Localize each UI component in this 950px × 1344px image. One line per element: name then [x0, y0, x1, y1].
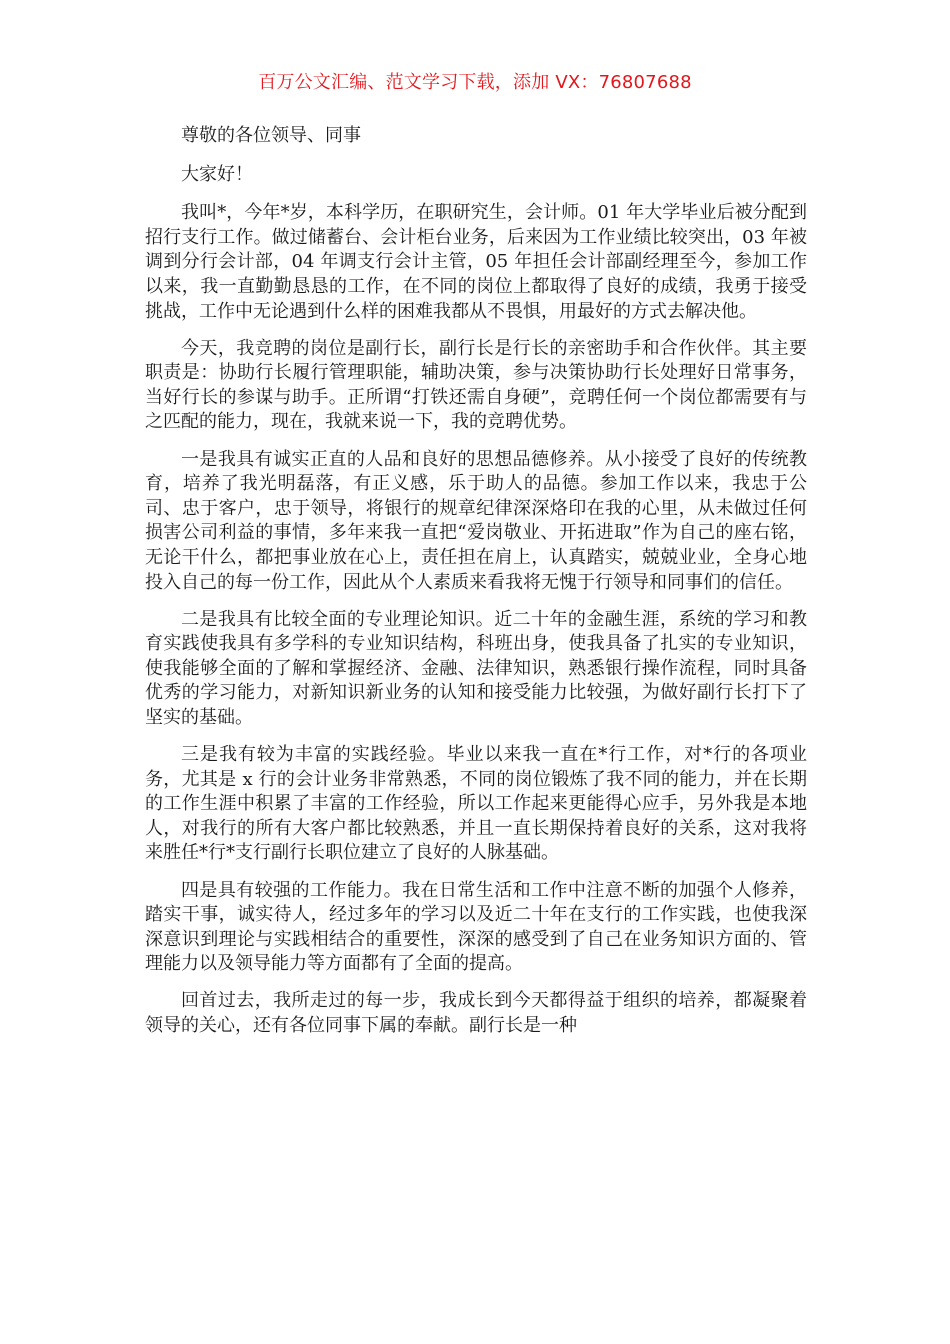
greeting: 大家好！	[181, 163, 253, 185]
paragraph-advantage-2: 二是我具有比较全面的专业理论知识。近二十年的金融生涯，系统的学习和教育实践使我具有多学科的专业知识结构，科班出身，使我具备了扎实的专业知识，使我能够全面的了解和掌握经济、金融、法律知识，熟悉银行操作流程，同时具备优秀的学习能力，对新知识新业务的认知和接受能力比较强，为做好副行长打下了坚实的基础。	[145, 608, 807, 728]
paragraph-advantage-4: 四是具有较强的工作能力。我在日常生活和工作中注意不断的加强个人修养，踏实干事，诚实待人，经过多年的学习以及近二十年在支行的工作实践，也使我深深意识到理论与实践相结合的重要性，深深的感受到了自己在业务知识方面的、管理能力以及领导能力等方面都有了全面的提高。	[145, 879, 807, 975]
paragraph-advantage-3: 三是我有较为丰富的实践经验。毕业以来我一直在*行工作，对*行的各项业务，尤其是 x 行的会计业务非常熟悉，不同的岗位锻炼了我不同的能力，并在长期的工作生涯中积累了丰富的工作经验，所以工作起来更能得心应手，另外我是本地人，对我行的所有大客户都比较熟悉，并且一直长期保持着良好的关系，这对我将来胜任*行*支行副行长职位建立了良好的人脉基础。	[145, 744, 807, 864]
salutation: 尊敬的各位领导、同事	[181, 125, 361, 146]
paragraph-retrospect: 回首过去，我所走过的每一步，我成长到今天都得益于组织的培养，都凝聚着领导的关心，还有各位同事下属的奉献。副行长是一种	[145, 990, 807, 1036]
paragraph-advantage-1: 一是我具有诚实正直的人品和良好的思想品德修养。从小接受了良好的传统教育，培养了我光明磊落，有正义感，乐于助人的品德。参加工作以来，我忠于公司、忠于客户，忠于领导，将银行的规章纪律深深烙印在我的心里，从未做过任何损害公司利益的事情，多年来我一直把“爱岗敬业、开拓进取”作为自己的座右铭，无论干什么，都把事业放在心上，责任担在肩上，认真踏实，兢兢业业，全身心地投入自己的每一份工作，因此从个人素质来看我将无愧于行领导和同事们的信任。	[145, 448, 807, 593]
document-body	[145, 124, 807, 1051]
paragraph-intro: 我叫*，今年*岁，本科学历，在职研究生，会计师。01 年大学毕业后被分配到招行支行工作。做过储蓄台、会计柜台业务，后来因为工作业绩比较突出，03 年被调到分行会计部，04 年调支行会计主管，05 年担任会计部副经理至今，参加工作以来，我一直勤勤恳恳的工作，在不同的岗位上都取得了良好的成绩，我勇于接受挑战，工作中无论遇到什么样的困难我都从不畏惧，用最好的方式去解决他。	[145, 202, 807, 322]
header-watermark: 百万公文汇编、范文学习下载，添加 VX：76807688	[258, 72, 692, 93]
paragraph-position: 今天，我竞聘的岗位是副行长，副行长是行长的亲密助手和合作伙伴。其主要职责是：协助行长履行管理职能，辅助决策，参与决策协助行长处理好日常事务，当好行长的参谋与助手。正所谓“打铁还需自身硬”，竞聘任何一个岗位都需要有与之匹配的能力，现在，我就来说一下，我的竞聘优势。	[145, 337, 807, 433]
